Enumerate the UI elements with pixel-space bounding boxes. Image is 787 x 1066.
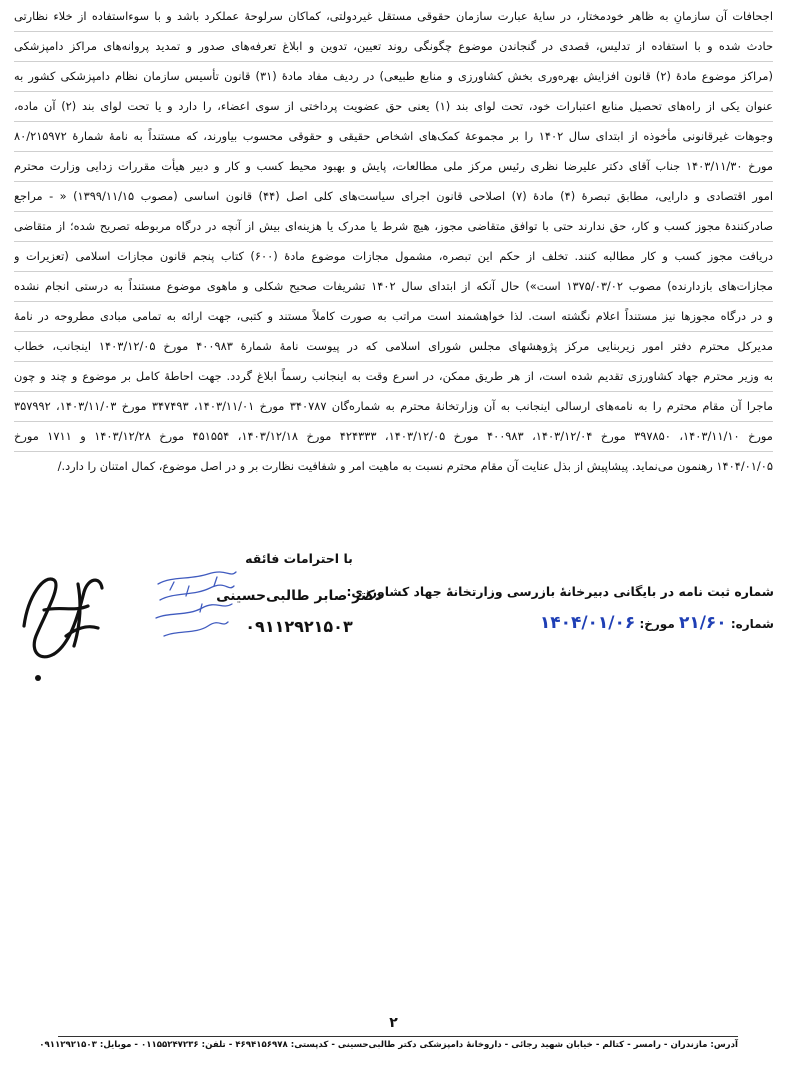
body-line: صادرکنندۀ مجوز کسب و کار، حق ندارند حتی با توافق متقاضی مجوز، هیچ شرط یا مدرک یا هزینه‌ای بیش از آنچه در درگاه مربوطه تصریح شده؛ از متقاضی [14,212,773,242]
signer-phone: ۰۹۱۱۲۹۲۱۵۰۳ [245,617,353,636]
registry-row [386,613,774,633]
registry-number-value: ۲۱/۶۰ [678,613,727,633]
body-line: مجازات‌های بازدارنده) مصوب ۱۳۷۵/۰۳/۰۲ است») حال آنکه از ابتدای سال ۱۴۰۲ تشریفات صحیح شکلی و ماهوی موضوع مستنداً به درستی انجام نشده [14,272,773,302]
page-number: ۲ [389,1015,398,1031]
body-line: اجحافات آن سازمانِ به ظاهر خودمختار، در سایۀ عبارت سازمان حقوقی مستقل غیردولتی، کماکان سرلوحۀ عملکرد باشد و با سوءاستفاده از خلاء نظارتی [14,2,773,32]
body-line: (مراکز موضوع مادۀ (۲) قانون افزایش بهره‌وری بخش کشاورزی و منابع طبیعی) در ردیف مفاد مادۀ (۳۱) قانون تأسیس سازمان نظام دامپزشکی کشور به [14,62,773,92]
body-line: ماجرا آن مقام محترم را به نامه‌های ارسالی اینجانب به آن وزارتخانۀ محترم به شماره‌گان ۳۴۰۷۸۷ مورخ ۱۴۰۳/۱۱/۰۱، ۳۴۷۴۹۳ مورخ ۱۴۰۳/۱۱/۰۳، ۳۵۷۹۹۲ [14,392,773,422]
body-line: مدیرکل محترم دفتر امور زیربنایی مرکز پژوهشهای مجلس شورای اسلامی که در پیوست نامۀ شمارۀ ۴۰۰۹۸۳ مورخ ۱۴۰۳/۱۲/۰۵ اینجانب، خطاب [14,332,773,362]
body-line: مورخ ۱۴۰۳/۱۱/۱۰، ۳۹۷۸۵۰ مورخ ۱۴۰۳/۱۲/۰۴، ۴۰۰۹۸۳ مورخ ۱۴۰۳/۱۲/۰۵، ۴۲۴۳۳۳ مورخ ۱۴۰۳/۱۲/۱۸، ۴۵۱۵۵۴ مورخ ۱۴۰۳/۱۲/۲۸ و ۱۷۱۱ مورخ [14,422,773,452]
registry-title: شماره ثبت نامه در بایگانی دبیرخانۀ بازرسی وزارتخانۀ جهاد کشاورزی: [346,584,774,599]
body-line: حادث شده و با استفاده از تدلیس، قصدی در گنجاندن موضوع چگونگی روند تعیین، تدوین و ابلاغ تعرفه‌های صدور و تمدید پروانه‌های مراکز دامپزشکی [14,32,773,62]
signer-name: دکتر صابر طالبی‌حسینی [216,588,382,604]
registry-date-value: ۱۴۰۴/۰۱/۰۶ [539,613,636,633]
body-line: امور اقتصادی و دارایی، مطابق تبصرۀ (۴) مادۀ (۷) اصلاحی قانون اجرای سیاست‌های کلی اصل (۴۴) قانون اساسی (مصوب ۱۳۹۹/۱۱/۱۵) « - مراجع [14,182,773,212]
registry-number-label: شماره: [730,617,774,631]
body-line: دریافت مجوز کسب و کار مطالبه کنند. تخلف از حکم این تبصره، مشمول مجازات موضوع مادۀ (۶۰۰) کتاب پنجم قانون مجازات اسلامی (تعزیرات و [14,242,773,272]
signature [14,566,114,686]
body-line: عنوان یکی از راه‌های تحصیل منابع اعتبارات خود، تحت لوای بند (۱) یعنی حق عضویت پرداختی از سوی اعضاء، را دارد و یا تحت لوای بند (۲) آن ماده، [14,92,773,122]
footer-address: آدرس: مازندران - رامسر - کتالم - خیابان شهید رجائی - داروخانۀ دامپزشکی دکتر طالبی‌حسینی - کدپستی: ۴۶۹۴۱۵۶۹۷۸ - تلفن: ۰۱۱۵۵۲۴۷۲۳۶ - موبایل: ۰۹۱۱۲۹۲۱۵۰۳ [39,1040,738,1050]
body-line: وجوهات غیرقانونی مأخوذه از ابتدای سال ۱۴۰۲ را بر مجموعۀ کمک‌های اشخاص حقیقی و حقوقی محسوب بیاورند، که مستنداً به نامۀ شمارۀ ۸۰/۲۱۵۹۷۲ [14,122,773,152]
registry-block [346,584,774,633]
handwritten-stamp [150,566,240,656]
body-line: مورخ ۱۴۰۳/۱۱/۳۰ جناب آقای دکتر علیرضا نظری رئیس مرکز ملی مطالعات، پایش و بهبود محیط کسب و کار و دبیر هیأت مقررات زدایی وزارت محترم [14,152,773,182]
registry-date-label: مورخ: [639,617,675,631]
footer-divider [58,1036,738,1037]
salutation: با احترامات فائقه [245,551,353,566]
body-line: و در درگاه مجوزها نیز مستنداً اعلام نگشته است. لذا خواهشمند است مراتب به صورت کاملاً مستند و کتبی، جهت ارائه به تمامی مبادی مطروحه در نامۀ [14,302,773,332]
letter-body [14,2,773,481]
body-line: به وزیر محترم جهاد کشاورزی تقدیم شده است، از هر طریق ممکن، در اسرع وقت به اینجانب رسماً ابلاغ گردد. جهت احاطۀ کامل بر موضوع و چند و چون [14,362,773,392]
body-line: ۱۴۰۴/۰۱/۰۵ رهنمون می‌نماید. پیشاپیش از بذل عنایت آن مقام محترم نسبت به ماهیت امر و شفافیت نظارت بر و در اصل موضوع، کمال امتنان را دارد./ [57,459,773,473]
